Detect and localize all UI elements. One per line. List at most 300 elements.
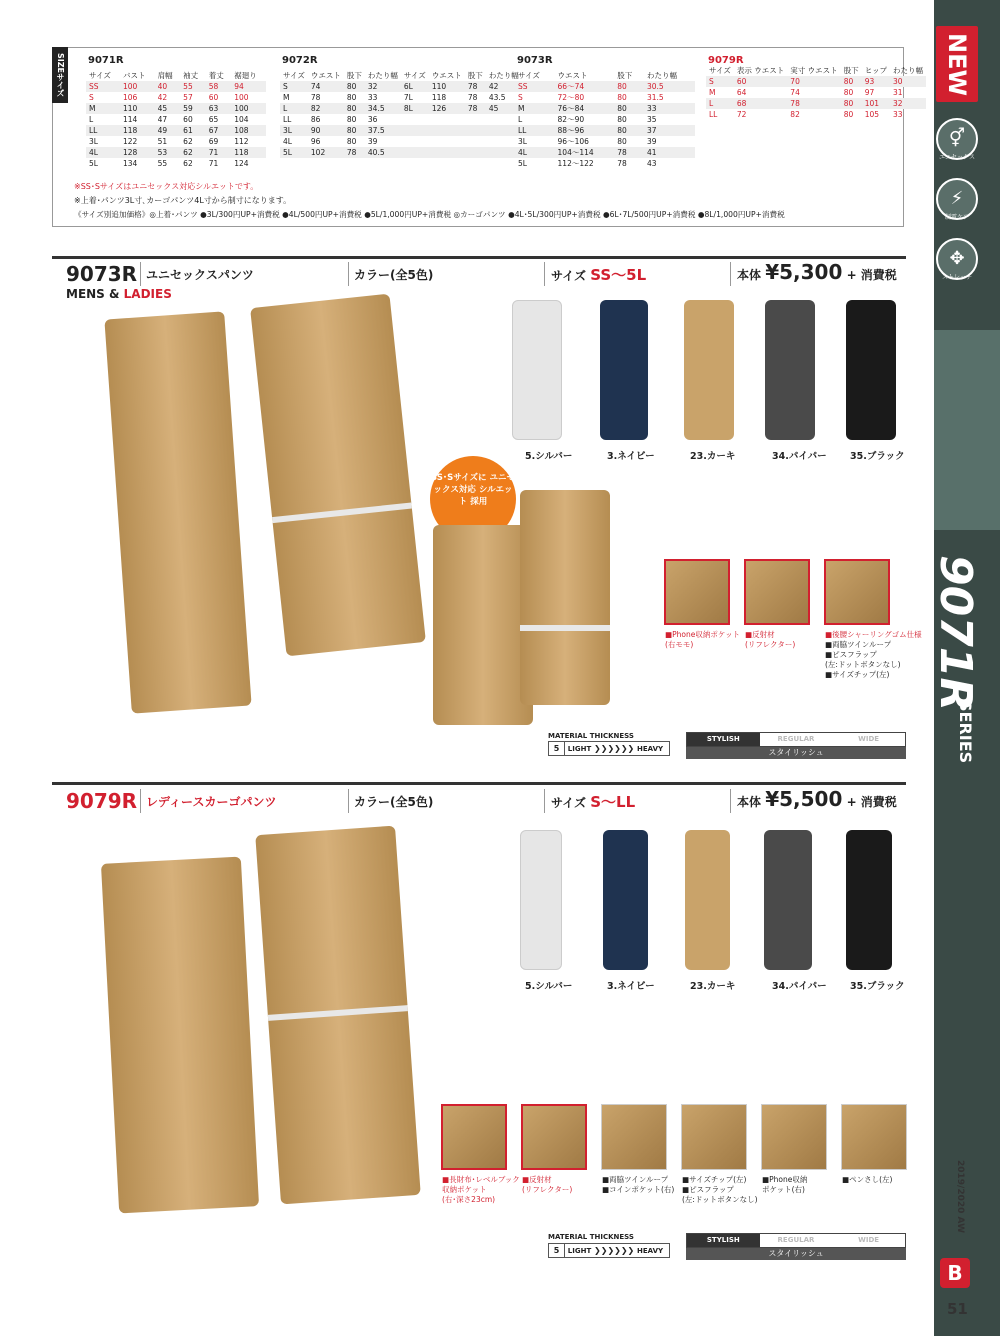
p1-sep3 — [544, 262, 545, 286]
size-row — [280, 92, 522, 103]
p2-reflector — [268, 1005, 408, 1021]
size-cell: 42 — [486, 81, 522, 92]
size-cell: 80 — [843, 110, 854, 119]
brand-logo: B — [940, 1258, 970, 1288]
size-cell: 30 — [890, 76, 926, 87]
size-cell: 5L — [280, 147, 308, 158]
p2-front-pants-image — [101, 857, 259, 1214]
size-cell: 86 — [310, 115, 321, 124]
size-header-cell: ウエスト — [431, 71, 462, 80]
size-cell: 62 — [183, 159, 193, 168]
size-header-cell: 股下 — [346, 71, 362, 80]
p2-detail-wallet-pocket — [441, 1104, 507, 1170]
unisex-label: ユニセックス — [939, 154, 975, 161]
p2-thickness-scale: 5 LIGHT ❯❯❯❯❯❯ HEAVY — [548, 1243, 670, 1258]
p2-style-bar — [686, 1233, 906, 1248]
size-row — [515, 114, 695, 125]
p2-detail-cap-3 — [602, 1175, 674, 1195]
size-cell: M — [86, 103, 120, 114]
size-cell: 71 — [206, 147, 232, 158]
p1-cap2-sub: (リフレクター) — [745, 640, 796, 649]
p1-code: 9073R — [66, 262, 138, 286]
size-cell: M — [515, 103, 555, 114]
size-cell: 80 — [614, 81, 644, 92]
size-title-9072: 9072R — [282, 55, 318, 66]
season-label: 2019/2020 AW — [955, 1160, 965, 1234]
p2-cap4-l1: ■サイズチップ(左) — [682, 1175, 747, 1184]
p1-style-bar — [686, 732, 906, 747]
size-cell: 94 — [231, 81, 266, 92]
p2-cap4-l3: (左:ドットボタンなし) — [682, 1195, 758, 1204]
p1-ladies: LADIES — [123, 287, 172, 301]
size-cell: 37 — [644, 125, 695, 136]
size-cell: 90 — [308, 125, 344, 136]
p1-cap3-l3: ■ピスフラップ — [825, 650, 877, 659]
size-cell: 45 — [486, 103, 522, 114]
size-cell: 114 — [122, 115, 138, 124]
size-header-cell: サイズ — [403, 71, 426, 80]
p1-cap3-title: ■後腰シャーリングゴム仕様 — [825, 630, 922, 639]
size-cell: 108 — [231, 125, 266, 136]
p2-price — [737, 787, 897, 811]
p1-reflector — [272, 502, 412, 523]
p2-detail-cap-6 — [842, 1175, 892, 1185]
size-row — [515, 136, 695, 147]
size-cell: 80 — [344, 125, 365, 136]
size-cell: 72 — [736, 110, 747, 119]
p2-size-label — [551, 791, 635, 812]
size-cell: 42 — [157, 93, 168, 102]
size-cell: 126 — [429, 103, 465, 114]
p1-detail-cap-2 — [745, 630, 795, 650]
size-cell: LL — [515, 125, 555, 136]
p1-detail-cap-3 — [825, 630, 922, 680]
size-cell: 110 — [120, 103, 155, 114]
size-cell: 80 — [346, 115, 357, 124]
p1-sep2 — [348, 262, 349, 286]
size-cell: 82 — [790, 110, 800, 119]
size-header-cell: ヒップ — [864, 66, 887, 75]
series-subtitle: SERIES — [956, 700, 975, 764]
size-cell: 62 — [183, 137, 193, 146]
size-cell: L — [518, 115, 523, 124]
size-row — [86, 81, 266, 92]
size-cell: LL — [709, 110, 718, 119]
size-header-cell: サイズ — [89, 71, 111, 80]
size-cell: 59 — [180, 103, 206, 114]
size-cell: S — [89, 93, 94, 102]
size-cell: 97 — [864, 88, 875, 97]
p1-ladies-front-image — [433, 525, 533, 725]
size-cell: 33 — [367, 93, 378, 102]
size-header-cell: サイズ — [518, 71, 540, 80]
size-tag: SIZEサイズ — [52, 47, 68, 103]
p1-color-label-5: 35.ブラック — [850, 451, 905, 462]
size-row — [515, 103, 695, 114]
size-cell: 4L — [515, 147, 555, 158]
size-cell: 61 — [180, 125, 206, 136]
p1-cap3-l5: ■サイズチップ(左) — [825, 670, 890, 679]
size-note-2: ※上着･パンツ3L寸､カーゴパンツ4L寸から制寸になります。 — [74, 196, 292, 205]
p2-color-black[interactable] — [846, 830, 892, 970]
size-cell: 122 — [122, 137, 138, 146]
size-cell: 80 — [346, 137, 357, 146]
size-cell: 4L — [283, 137, 292, 146]
p1-color-label-2: 3.ネイビー — [607, 451, 655, 462]
p1-light: LIGHT — [567, 745, 592, 753]
p1-style-regular: REGULAR — [777, 735, 815, 743]
p2-color-label-1: 5.シルバー — [525, 981, 573, 992]
size-header-cell: バスト — [122, 71, 146, 80]
size-cell: 80 — [346, 93, 357, 102]
size-cell: 4L — [86, 147, 120, 158]
p2-color-label-2: 3.ネイビー — [607, 981, 655, 992]
p2-light: LIGHT — [567, 1247, 592, 1255]
p2-cap1-title: ■長財布･レベルブック — [442, 1175, 520, 1184]
size-cell: 63 — [206, 103, 232, 114]
size-cell: 96〜106 — [557, 137, 589, 146]
size-cell: 118 — [120, 125, 155, 136]
size-header-cell: 袖丈 — [183, 71, 199, 80]
p2-header-line — [52, 782, 906, 785]
size-cell: 70 — [787, 76, 840, 87]
p1-thickness-title: MATERIAL THICKNESS — [548, 732, 634, 740]
p2-color-navy[interactable] — [603, 830, 648, 970]
size-cell: 34.5 — [365, 103, 401, 114]
size-cell: 80 — [841, 98, 862, 109]
size-cell: 128 — [120, 147, 155, 158]
size-cell — [429, 125, 465, 136]
p1-color-navy[interactable] — [600, 300, 648, 440]
p1-detail-cap-1 — [665, 630, 740, 650]
size-cell: 78 — [467, 93, 478, 102]
size-cell — [401, 114, 429, 125]
size-row — [515, 125, 695, 136]
p2-tax: + 消費税 — [846, 795, 897, 809]
p2-detail-cap-4 — [682, 1175, 758, 1205]
size-cell: 33 — [644, 103, 695, 114]
size-cell: 72〜80 — [557, 93, 585, 102]
p1-style-wide: WIDE — [858, 735, 880, 743]
size-cell: 51 — [157, 137, 168, 146]
size-row — [86, 114, 266, 125]
size-header-cell: サイズ — [709, 66, 731, 75]
p1-color-khaki[interactable] — [684, 300, 734, 440]
p1-cap1-title: ■Phone収納ポケット — [665, 630, 740, 639]
size-cell: 33 — [892, 110, 903, 119]
p1-cap2-title: ■反射材 — [745, 630, 775, 639]
size-cell: 31.5 — [646, 93, 664, 102]
size-cell: 80 — [841, 76, 862, 87]
size-cell: 37.5 — [365, 125, 401, 136]
size-header-cell: 肩幅 — [157, 71, 173, 80]
new-badge: NEW — [936, 26, 978, 102]
p1-color-piper[interactable] — [765, 300, 815, 440]
p1-sep1 — [140, 262, 141, 286]
p1-style-sub: スタイリッシュ — [686, 747, 906, 759]
size-cell: 32 — [365, 81, 401, 92]
size-cell: 80 — [344, 103, 365, 114]
size-cell: 65 — [208, 115, 219, 124]
size-cell: 60 — [183, 115, 193, 124]
size-cell: 67 — [206, 125, 232, 136]
p2-heavy: HEAVY — [637, 1247, 664, 1255]
size-cell: 39 — [367, 137, 378, 146]
size-table-9079 — [706, 65, 926, 120]
size-row — [86, 92, 266, 103]
p1-ladies-reflector — [520, 625, 610, 631]
size-cell: 105 — [864, 110, 880, 119]
size-cell: 71 — [208, 159, 219, 168]
p1-style-stylish: STYLISH — [687, 733, 760, 746]
p2-sep1 — [140, 789, 141, 813]
p1-detail-reflector — [744, 559, 810, 625]
size-cell: 78 — [344, 147, 365, 158]
p1-color-label-1: 5.シルバー — [525, 451, 573, 462]
p2-thickness-title: MATERIAL THICKNESS — [548, 1233, 634, 1241]
size-cell: 7L — [403, 93, 413, 102]
size-note-1: ※SS･Sサイズはユニセックス対応シルエットです。 — [74, 182, 259, 191]
size-cell: 74 — [790, 88, 800, 97]
p1-color-label-4: 34.パイパー — [772, 451, 827, 462]
size-cell: 31 — [892, 88, 903, 97]
size-cell: 39 — [646, 137, 657, 146]
size-cell: L — [280, 103, 308, 114]
p2-detail-phone-pocket — [761, 1104, 827, 1170]
size-cell: 5L — [89, 159, 98, 168]
size-header-cell: ウエスト — [557, 71, 588, 80]
p2-size-text: サイズ — [551, 796, 587, 810]
p1-cap3-l4: (左:ドットボタンなし) — [825, 660, 901, 669]
p2-cap5-l1: ■Phone収納 — [762, 1175, 808, 1184]
size-cell: 32 — [890, 98, 926, 109]
size-cell: 88〜96 — [555, 125, 615, 136]
p1-detail-phone-pocket — [664, 559, 730, 625]
size-cell: 100 — [120, 81, 155, 92]
size-row — [706, 76, 926, 87]
size-note-3: 《サイズ別追加価格》◎上着･パンツ ●3L/300円UP+消費税 ●4L/500円UP+消費税 ●5L/1,000円UP+消費税 ◎カーゴパンツ ●4L･5L/300円UP+消費税 ●6L･7L/500円UP+消費税 ●8L/1,000円UP+消費税 — [74, 210, 785, 219]
p2-detail-cap-1 — [442, 1175, 520, 1205]
size-cell: 112 — [234, 137, 249, 146]
p2-color-label-4: 34.パイパー — [772, 981, 827, 992]
size-table-9072 — [280, 70, 522, 158]
p1-ladies-back-image — [520, 490, 610, 705]
size-cell — [401, 136, 429, 147]
p1-unisex-badge: SS･Sサイズに ユニセックス対応 シルエット 採用 — [430, 456, 516, 542]
p2-sep3 — [544, 789, 545, 813]
size-cell: 58 — [206, 81, 232, 92]
size-row — [515, 147, 695, 158]
size-cell — [401, 147, 429, 158]
size-cell: SS — [515, 81, 555, 92]
size-header-cell: 股下 — [467, 71, 483, 80]
size-cell: 53 — [155, 147, 181, 158]
size-cell: 80 — [617, 115, 627, 124]
size-cell: 100 — [234, 93, 249, 102]
p2-style-regular: REGULAR — [777, 1236, 815, 1244]
size-cell: S — [706, 76, 734, 87]
size-cell: 78 — [465, 103, 486, 114]
size-row — [706, 98, 926, 109]
p1-mens: MENS & — [66, 287, 120, 301]
p2-style-sub: スタイリッシュ — [686, 1248, 906, 1260]
size-cell: 118 — [231, 147, 266, 158]
p2-cap1-l2: 収納ポケット — [442, 1185, 487, 1194]
p2-color-piper[interactable] — [764, 830, 812, 970]
size-cell: 62 — [180, 147, 206, 158]
size-cell: 8L — [401, 103, 429, 114]
p2-color-silver[interactable] — [520, 830, 562, 970]
p1-front-pants-image — [104, 311, 251, 713]
size-cell: 118 — [431, 93, 447, 102]
size-header-cell: わたり幅 — [892, 66, 923, 75]
stretch-label: ストレッチ — [942, 274, 972, 281]
size-cell: SS — [86, 81, 120, 92]
p2-cap3-l1: ■両脇ツインループ — [602, 1175, 669, 1184]
size-cell: 104 — [234, 115, 249, 124]
size-cell: 64 — [736, 88, 747, 97]
size-cell: 80 — [614, 125, 644, 136]
size-header-cell: 着丈 — [208, 71, 224, 80]
antistatic-icon: ⚡ — [936, 178, 978, 220]
p2-cap3-l2: ■コインポケット(右) — [602, 1185, 675, 1194]
p2-thickness-num: 5 — [549, 1244, 565, 1257]
size-title-9071: 9071R — [88, 55, 124, 66]
size-cell: L — [706, 98, 734, 109]
size-cell — [465, 125, 486, 136]
p1-color-silver[interactable] — [512, 300, 562, 440]
size-cell: 104〜114 — [555, 147, 615, 158]
p2-detail-twin-loop — [601, 1104, 667, 1170]
size-cell — [465, 147, 486, 158]
size-cell: 80 — [843, 88, 854, 97]
size-cell: 80 — [617, 93, 627, 102]
series-title: 9071R — [930, 555, 981, 712]
p1-thickness-scale: 5 LIGHT ❯❯❯❯❯❯ HEAVY — [548, 741, 670, 756]
p2-back-pants-image — [255, 826, 420, 1205]
p1-name: ユニセックスパンツ — [146, 268, 254, 282]
size-cell: 55 — [180, 81, 206, 92]
size-row — [515, 81, 695, 92]
p2-price-label: 本体 — [737, 795, 762, 809]
size-title-9079: 9079R — [708, 55, 744, 66]
p1-price-value: ¥5,300 — [765, 260, 843, 284]
size-cell: 124 — [234, 159, 249, 168]
size-cell: L — [89, 115, 94, 124]
p2-cap2-sub: (リフレクター) — [522, 1185, 573, 1194]
size-cell: 134 — [122, 159, 138, 168]
size-header-cell: サイズ — [283, 71, 305, 80]
p1-cap1-sub: (右モモ) — [665, 640, 694, 649]
size-cell: S — [280, 81, 308, 92]
size-row — [280, 81, 522, 92]
size-cell: 100 — [231, 103, 266, 114]
size-cell: 96 — [310, 137, 321, 146]
size-cell — [465, 114, 486, 125]
size-cell: 78 — [614, 147, 644, 158]
size-row — [515, 158, 695, 169]
size-row — [86, 136, 266, 147]
size-cell: 57 — [183, 93, 193, 102]
size-row — [280, 136, 522, 147]
size-cell — [401, 125, 429, 136]
size-header-cell: ウエスト — [310, 71, 341, 80]
size-cell: 80 — [344, 81, 365, 92]
size-row — [280, 125, 522, 136]
p1-color-label-3: 23.カーキ — [690, 451, 736, 462]
size-header-cell: 実寸 ウエスト — [790, 66, 838, 75]
p2-color-khaki[interactable] — [685, 830, 730, 970]
stretch-icon: ✥ — [936, 238, 978, 280]
size-row — [280, 147, 522, 158]
size-cell: 35 — [646, 115, 657, 124]
size-row — [706, 109, 926, 120]
p2-detail-reflector — [521, 1104, 587, 1170]
size-header-cell: わたり幅 — [488, 71, 519, 80]
size-cell: 69 — [208, 137, 219, 146]
size-table-9071 — [86, 70, 266, 169]
size-cell: 110 — [429, 81, 465, 92]
size-table-9073 — [515, 70, 695, 169]
size-cell: 47 — [157, 115, 168, 124]
size-cell: 80 — [614, 103, 644, 114]
size-cell: 41 — [644, 147, 695, 158]
size-row — [86, 125, 266, 136]
size-cell: 3L — [280, 125, 308, 136]
size-header-cell: わたり幅 — [646, 71, 677, 80]
p1-gender — [66, 287, 172, 301]
p1-color-label: カラー(全5色) — [354, 268, 434, 282]
p2-cap6-l1: ■ペンさし(左) — [842, 1175, 893, 1184]
size-cell: 78 — [787, 98, 840, 109]
size-cell: 3L — [518, 137, 527, 146]
p1-price — [737, 260, 897, 284]
p1-thickness-num: 5 — [549, 742, 565, 755]
size-cell: 40 — [155, 81, 181, 92]
p1-back-pants-image — [250, 294, 426, 657]
size-cell: 3L — [89, 137, 98, 146]
size-cell: 93 — [862, 76, 890, 87]
size-row — [86, 158, 266, 169]
size-cell: 40.5 — [365, 147, 401, 158]
size-row — [280, 103, 522, 114]
p1-sep4 — [730, 262, 731, 286]
side-band-light — [934, 330, 1000, 530]
p2-detail-pen-pocket — [841, 1104, 907, 1170]
size-cell: LL — [283, 115, 292, 124]
p2-size-range: S〜LL — [590, 793, 636, 811]
size-cell: 76〜84 — [555, 103, 615, 114]
size-cell: 30.5 — [644, 81, 695, 92]
p1-size-text: サイズ — [551, 269, 587, 283]
p2-price-value: ¥5,500 — [765, 787, 843, 811]
page-number: 51 — [947, 1300, 968, 1318]
p2-cap1-l3: (右･深さ23cm) — [442, 1195, 496, 1204]
size-title-9073: 9073R — [517, 55, 553, 66]
size-cell: 36 — [367, 115, 378, 124]
p2-cap4-l2: ■ピスフラップ — [682, 1185, 734, 1194]
size-cell: 112〜122 — [557, 159, 594, 168]
size-cell: 82 — [308, 103, 344, 114]
size-cell: 68 — [734, 98, 787, 109]
p1-detail-waist — [824, 559, 890, 625]
p1-color-black[interactable] — [846, 300, 896, 440]
p1-cap3-l2: ■両脇ツインループ — [825, 640, 892, 649]
p2-detail-cap-2 — [522, 1175, 572, 1195]
p2-color-label: カラー(全5色) — [354, 795, 434, 809]
size-cell: M — [709, 88, 716, 97]
size-cell — [465, 136, 486, 147]
